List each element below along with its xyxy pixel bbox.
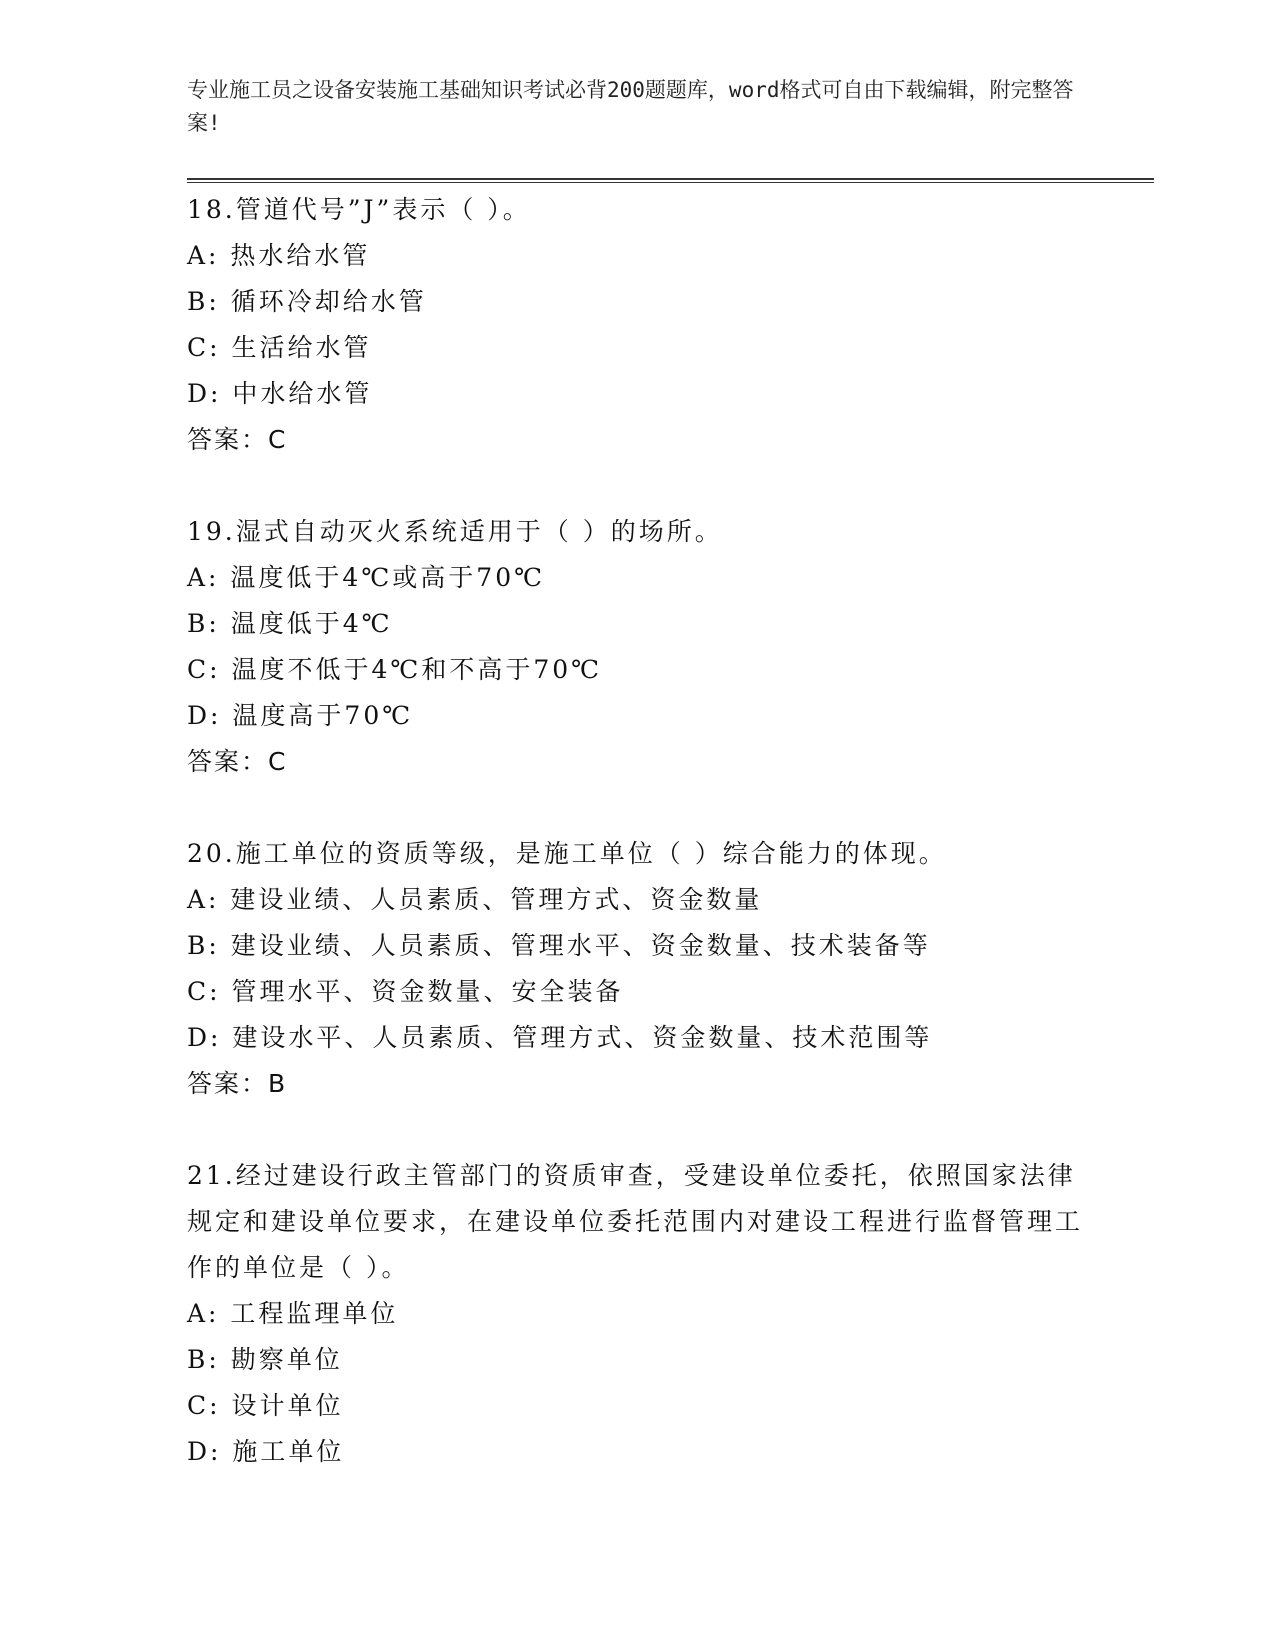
option-a: A: 工程监理单位: [187, 1299, 399, 1328]
option-d: D: 温度高于70℃: [187, 701, 414, 730]
option-d: D: 中水给水管: [187, 379, 373, 408]
option-a: A: 建设业绩、人员素质、管理方式、资金数量: [187, 885, 763, 914]
question-20: [187, 831, 1087, 1107]
question-list: [187, 187, 1087, 1521]
answer-label: 答案：: [187, 1069, 269, 1098]
answer-line: [187, 739, 1087, 785]
document-header: 专业施工员之设备安装施工基础知识考试必背200题题库，word格式可自由下载编辑，附完整答案!: [187, 78, 1074, 135]
option-c: C: 管理水平、资金数量、安全装备: [187, 977, 624, 1006]
option-d: D: 施工单位: [187, 1437, 345, 1466]
question-stem: 19.湿式自动灭火系统适用于（ ）的场所。: [187, 517, 723, 546]
option-a: A: 热水给水管: [187, 241, 371, 270]
question-19: [187, 509, 1087, 785]
option-c: C: 温度不低于4℃和不高于70℃: [187, 655, 603, 684]
option-b: B: 循环冷却给水管: [187, 287, 427, 316]
option-d: D: 建设水平、人员素质、管理方式、资金数量、技术范围等: [187, 1023, 933, 1052]
question-stem: 20.施工单位的资质等级，是施工单位（ ）综合能力的体现。: [187, 839, 947, 868]
question-21: [187, 1153, 1087, 1475]
option-c: C: 设计单位: [187, 1391, 344, 1420]
header-divider: [187, 178, 1154, 183]
question-stem: 21.经过建设行政主管部门的资质审查，受建设单位委托，依照国家法律规定和建设单位要求，在建设单位委托范围内对建设工程进行监督管理工作的单位是（ ）。: [187, 1161, 1084, 1282]
answer-line: [187, 417, 1087, 463]
answer-line: [187, 1061, 1087, 1107]
option-b: B: 温度低于4℃: [187, 609, 393, 638]
option-b: B: 建设业绩、人员素质、管理水平、资金数量、技术装备等: [187, 931, 931, 960]
answer-value: C: [268, 747, 288, 776]
answer-label: 答案：: [187, 425, 269, 454]
question-18: [187, 187, 1087, 463]
answer-label: 答案：: [187, 747, 269, 776]
option-a: A: 温度低于4℃或高于70℃: [187, 563, 546, 592]
question-stem: 18.管道代号”J”表示（ ）。: [187, 195, 531, 224]
answer-value: C: [268, 425, 288, 454]
option-b: B: 勘察单位: [187, 1345, 343, 1374]
answer-value: B: [268, 1069, 288, 1098]
option-c: C: 生活给水管: [187, 333, 372, 362]
